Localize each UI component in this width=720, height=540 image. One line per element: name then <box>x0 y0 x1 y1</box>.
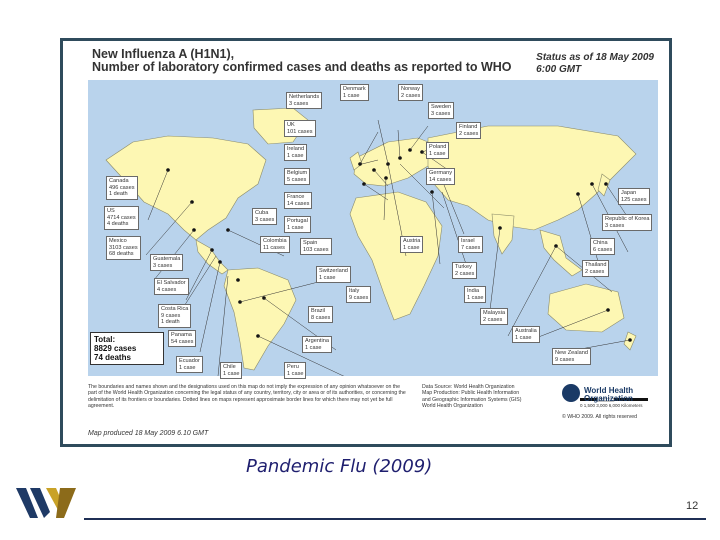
callout-cuba <box>252 208 277 225</box>
callout-panama <box>168 330 196 347</box>
callout-country: Japan <box>621 190 637 196</box>
callout-austria <box>400 236 423 253</box>
callout-country: Peru <box>287 364 299 370</box>
callout-canada <box>106 176 138 200</box>
callout-us <box>104 206 139 230</box>
callout-cases: 1 case <box>343 92 360 99</box>
callout-malaysia <box>480 308 508 325</box>
land-india <box>492 214 514 254</box>
callout-country: Italy <box>349 288 360 294</box>
callout-country: Sweden <box>431 104 452 110</box>
callout-cases: 1 case <box>287 370 304 377</box>
callout-country: Cuba <box>255 210 269 216</box>
callout-country: Denmark <box>343 86 366 92</box>
callout-cases: 1 case <box>287 224 304 231</box>
callout-cases: 496 cases <box>109 184 135 191</box>
callout-country: Panama <box>171 332 192 338</box>
callout-country: US <box>107 208 115 214</box>
callout-country: Turkey <box>455 264 472 270</box>
callout-cases: 3 cases <box>605 222 625 229</box>
land-central-america <box>196 240 228 274</box>
scale-bar-label: 0 1,500 3,000 6,000 Kilometers <box>580 403 643 408</box>
callout-cases: 2 cases <box>585 268 605 275</box>
callout-cases: 7 cases <box>461 244 481 251</box>
callout-germany <box>426 168 455 185</box>
who-emblem-icon <box>562 384 580 402</box>
callout-country: Colombia <box>263 238 287 244</box>
callout-norway <box>398 84 423 101</box>
callout-cases: 1 case <box>305 344 322 351</box>
map-title-line-2: Number of laboratory confirmed cases and deaths as reported to WHO <box>92 60 512 74</box>
map-title <box>92 48 512 74</box>
callout-country: Spain <box>303 240 318 246</box>
callout-country: Australia <box>515 328 537 334</box>
slide-number: 12 <box>686 500 699 512</box>
callout-country: Netherlands <box>289 94 320 100</box>
callout-sweden <box>428 102 454 119</box>
map-status <box>536 52 654 76</box>
callout-country: Brazil <box>311 308 325 314</box>
callout-portugal <box>284 216 311 233</box>
callout-cases: 1 case <box>223 370 240 377</box>
callout-cases: 14 cases <box>429 176 452 183</box>
callout-cases: 1 case <box>429 150 446 157</box>
callout-deaths: 68 deaths <box>109 251 134 258</box>
callout-deaths: 1 death <box>161 319 180 326</box>
callout-cases: 1 case <box>319 274 336 281</box>
callout-country: Canada <box>109 178 129 184</box>
data-source: Data Source: World Health Organization <box>422 384 515 390</box>
callout-country: Thailand <box>585 262 607 268</box>
callout-cases: 9 cases <box>555 356 575 363</box>
callout-cases: 11 cases <box>263 244 285 251</box>
callout-country: Finland <box>459 124 478 130</box>
callout-ireland <box>284 144 307 161</box>
callout-chile <box>220 362 242 379</box>
callout-country: Norway <box>401 86 420 92</box>
callout-uk <box>284 120 316 137</box>
callout-country: Belgium <box>287 170 308 176</box>
callout-country: Switzerland <box>319 268 348 274</box>
callout-israel <box>458 236 483 253</box>
total-deaths: 74 deaths <box>94 353 131 362</box>
callout-country: Portugal <box>287 218 308 224</box>
callout-japan <box>618 188 650 205</box>
callout-country: Republic of Korea <box>605 216 650 222</box>
callout-cases: 2 cases <box>455 270 475 277</box>
callout-cases: 3 cases <box>289 100 309 107</box>
callout-cases: 2 cases <box>459 130 479 137</box>
callout-cases: 6 cases <box>593 246 613 253</box>
callout-country: Israel <box>461 238 475 244</box>
callout-cases: 1 case <box>179 364 196 371</box>
callout-country: Ireland <box>287 146 305 152</box>
total-cases: 8829 cases <box>94 344 137 353</box>
callout-costa-rica <box>158 304 191 328</box>
callout-country: Malaysia <box>483 310 506 316</box>
callout-italy <box>346 286 371 303</box>
map-source-block <box>422 384 558 409</box>
callout-spain <box>300 238 332 255</box>
callout-turkey <box>452 262 477 279</box>
callout-rep-korea <box>602 214 652 231</box>
callout-country: Ecuador <box>179 358 200 364</box>
land-se-asia <box>540 230 582 276</box>
callout-mexico <box>106 236 141 260</box>
map-production: Map Production: Public Health Information <box>422 390 520 397</box>
total-box <box>90 332 164 365</box>
callout-country: Guatemala <box>153 256 181 262</box>
footer-divider <box>84 518 706 520</box>
callout-cases: 1 case <box>515 334 532 341</box>
callout-cases: 8 cases <box>311 314 331 321</box>
callout-india <box>464 286 486 303</box>
callout-finland <box>456 122 481 139</box>
callout-country: Argentina <box>305 338 329 344</box>
callout-australia <box>512 326 540 343</box>
who-copyright: © WHO 2009. All rights reserved <box>562 414 638 420</box>
callout-switzerland <box>316 266 351 283</box>
callout-cases: 3 cases <box>255 216 275 223</box>
callout-cases: 4714 cases <box>107 214 136 221</box>
callout-poland <box>426 142 449 159</box>
callout-cases: 1 case <box>287 152 304 159</box>
map-produced: Map produced 18 May 2009 6.10 GMT <box>88 430 209 437</box>
slide-caption: Pandemic Flu (2009) <box>246 456 433 477</box>
total-label: Total: <box>94 335 116 344</box>
callout-cases: 125 cases <box>621 196 647 203</box>
callout-cases: 4 cases <box>157 286 177 293</box>
callout-country: New Zealand <box>555 350 588 356</box>
gis-line: and Geographic Information Systems (GIS) <box>422 396 522 403</box>
callout-denmark <box>340 84 369 101</box>
map-figure <box>64 42 668 443</box>
callout-thailand <box>582 260 609 277</box>
callout-china <box>590 238 615 255</box>
callout-cases: 1 case <box>403 244 420 251</box>
callout-country: UK <box>287 122 295 128</box>
callout-country: Poland <box>429 144 447 150</box>
status-line-2: 6:00 GMT <box>536 64 582 75</box>
callout-cases: 1 case <box>467 294 484 301</box>
callout-country: China <box>593 240 608 246</box>
who-name-line-2: Organization <box>584 394 633 403</box>
callout-deaths: 4 deaths <box>107 221 129 228</box>
callout-peru <box>284 362 306 379</box>
callout-cases: 3 cases <box>153 262 173 269</box>
callout-country: Germany <box>429 170 453 176</box>
status-line-1: Status as of 18 May 2009 <box>536 52 654 63</box>
callout-cases: 14 cases <box>287 200 310 207</box>
callout-guatemala <box>150 254 183 271</box>
who-wordmark <box>584 387 633 403</box>
land-south-america <box>224 268 296 370</box>
callout-country: El Salvador <box>157 280 186 286</box>
logo-icon <box>16 484 80 524</box>
callout-country: Costa Rica <box>161 306 189 312</box>
callout-france <box>284 192 312 209</box>
callout-country: Chile <box>223 364 236 370</box>
callout-cases: 2 cases <box>483 316 503 323</box>
callout-deaths: 1 death <box>109 191 128 198</box>
callout-cases: 9 cases <box>349 294 369 301</box>
callout-ecuador <box>176 356 203 373</box>
who-name-line-1: World Health <box>584 386 634 395</box>
map-disclaimer: The boundaries and names shown and the designations used on this map do not imply the expression of any opinion whatsoever on the part of the World Health Organization concerning the legal status of any country, territory, city or area or of its authorities, or concerning the delimitation of its frontiers or boundaries. Dotted lines on maps represent approximate border lines for which there may not yet be full agreement. <box>88 384 406 409</box>
callout-cases: 54 cases <box>171 338 194 345</box>
callout-cases: 3103 cases <box>109 244 138 251</box>
callout-cases: 101 cases <box>287 128 313 135</box>
callout-colombia <box>260 236 290 253</box>
callout-belgium <box>284 168 310 185</box>
callout-cases: 103 cases <box>303 246 329 253</box>
map-title-line-1: New Influenza A (H1N1), <box>92 47 235 61</box>
callout-country: Mexico <box>109 238 127 244</box>
callout-cases: 3 cases <box>431 110 451 117</box>
callout-country: Austria <box>403 238 421 244</box>
gis-org: World Health Organization <box>422 402 483 409</box>
callout-new-zealand <box>552 348 591 365</box>
callout-cases: 9 cases <box>161 312 181 319</box>
callout-netherlands <box>286 92 322 109</box>
callout-country: India <box>467 288 480 294</box>
callout-el-salvador <box>154 278 189 295</box>
callout-brazil <box>308 306 333 323</box>
callout-cases: 2 cases <box>401 92 421 99</box>
land-australia <box>548 284 624 332</box>
callout-cases: 5 cases <box>287 176 307 183</box>
callout-argentina <box>302 336 332 353</box>
callout-country: France <box>287 194 305 200</box>
